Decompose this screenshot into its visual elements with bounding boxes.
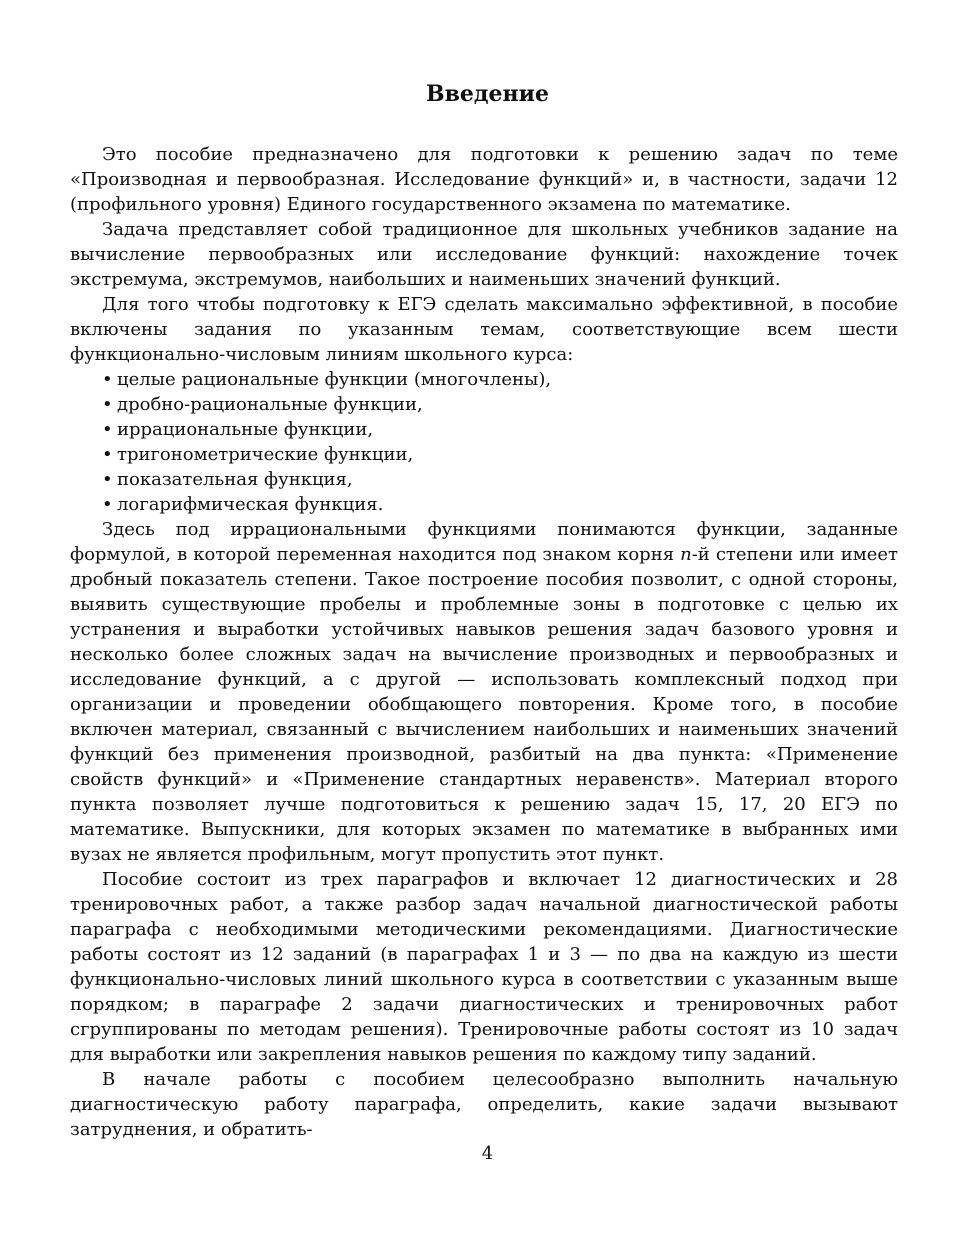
page-number: 4 [481, 1143, 494, 1164]
list-item [102, 367, 898, 392]
paragraph-irrational-rest: -й степени или имеет дробный показатель степени. Такое построение пособия позволит, с одной стороны, выявить существующие пробелы и проблемные зоны в подготовке с целью их устранения и выработки устойчивых навыков решения задач базового уровня и несколько более сложных задач на вычисление производных и первообразных и исследование функций, а с другой — использовать комплексный подход при организации и проведении обобщающего повторения. Кроме того, в пособие включен материал, связанный с вычислением наибольших и наименьших значений функций без применения производной, разбитый на два пункта: «Применение свойств функций» и «Применение стандартных неравенств». Материал второго пункта позволяет лучше подготовиться к решению задач 15, 17, 20 ЕГЭ по математике. Выпускники, для которых экзамен по математике в выбранных ими вузах не является профильным, могут пропустить этот пункт. [70, 544, 898, 865]
list-item [102, 467, 898, 492]
paragraph-task: Задача представляет собой традиционное для школьных учебников задание на вычисление первообразных или исследование функций: нахождение точек экстремума, экстремумов, наибольших и наименьших значений функций. [70, 219, 898, 290]
body-text [70, 142, 898, 1142]
list-item [102, 442, 898, 467]
list-item-text: тригонометрические функции, [117, 444, 414, 465]
bullet: • [102, 369, 113, 390]
paragraph-lines: Для того чтобы подготовку к ЕГЭ сделать максимально эффективной, в пособие включены задания по указанным темам, соответствующие всем шести функционально-числовым линиям школьного курса: [70, 294, 898, 365]
bullet: • [102, 394, 113, 415]
paragraph-purpose: Это пособие предназначено для подготовки к решению задач по теме «Производная и первообразная. Исследование функций» и, в частности, задачи 12 (профильного уровня) Единого государственного экзамена по математике. [70, 144, 898, 215]
list-item [102, 417, 898, 442]
list-item [102, 492, 898, 517]
list-item-text: иррациональные функции, [117, 419, 374, 440]
bullet: • [102, 444, 113, 465]
variable-n: n [680, 544, 692, 565]
paragraph-irrational [70, 517, 898, 867]
paragraph-usage: В начале работы с пособием целесообразно выполнить начальную диагностическую работу параграфа, определить, какие задачи вызывают затруднения, и обратить- [70, 1069, 898, 1140]
function-list [70, 367, 898, 517]
bullet: • [102, 419, 113, 440]
list-item-text: логарифмическая функция. [117, 494, 384, 515]
list-item-text: дробно-рациональные функции, [117, 394, 423, 415]
paragraph-structure: Пособие состоит из трех параграфов и включает 12 диагностических и 28 тренировочных работ, а также разбор задач начальной диагностической работы параграфа с необходимыми методическими рекомендациями. Диагностические работы состоят из 12 заданий (в параграфах 1 и 3 — по два на каждую из шести функционально-числовых линий школьного курса в соответствии с указанным выше порядком; в параграфе 2 задачи диагностических и тренировочных работ сгруппированы по методам решения). Тренировочные работы состоят из 10 задач для выработки или закрепления навыков решения по каждому типу заданий. [70, 869, 898, 1065]
list-item-text: показательная функция, [117, 469, 353, 490]
list-item-text: целые рациональные функции (многочлены), [117, 369, 552, 390]
list-item [102, 392, 898, 417]
page-title: Введение [426, 81, 549, 107]
paragraph-irrational-start: Здесь под иррациональными функциями понимаются функции, заданные формулой, в которой переменная находится под знаком корня [70, 519, 898, 565]
bullet: • [102, 469, 113, 490]
bullet: • [102, 494, 113, 515]
